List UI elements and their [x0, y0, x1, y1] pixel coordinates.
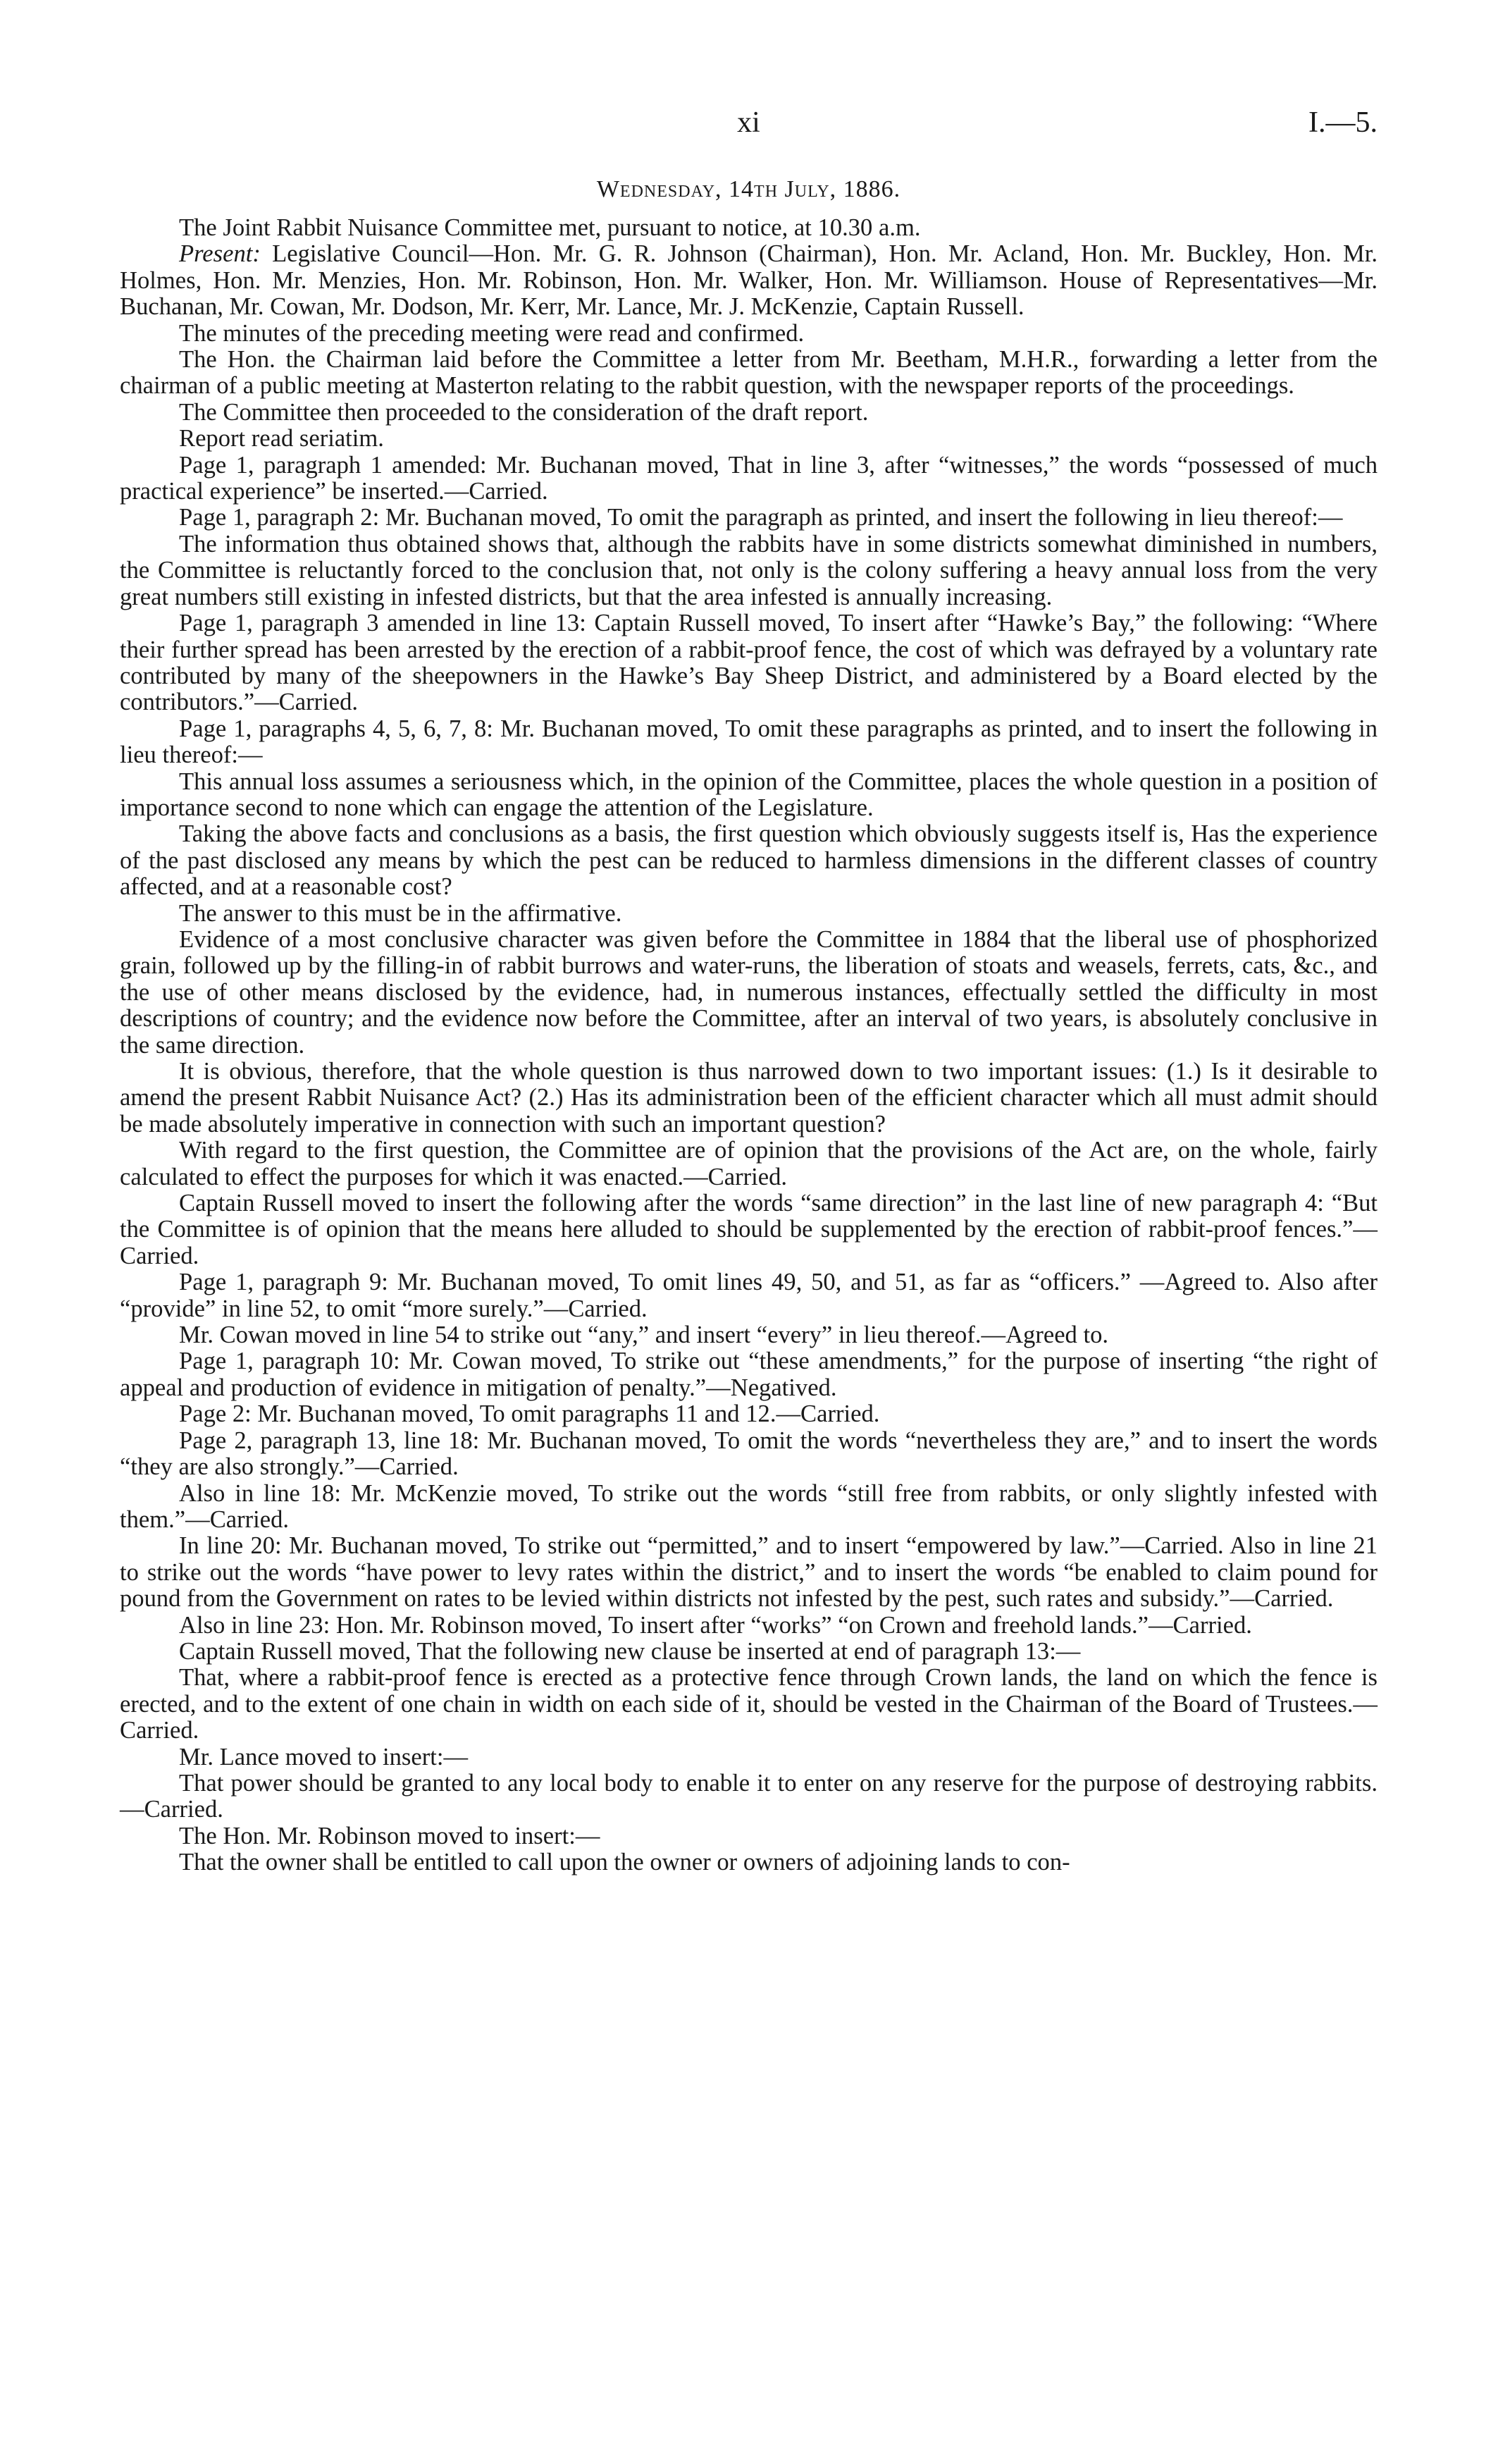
- paragraph: This annual loss assumes a seriousness which, in the opinion of the Committee, places the whole question in a position of importance second to none which can engage the attention of the Legislature.: [120, 768, 1378, 821]
- paragraph: Also in line 23: Hon. Mr. Robinson moved, To insert after “works” “on Crown and freehold lands.”—Carried.: [179, 1611, 1252, 1639]
- paragraph: The minutes of the preceding meeting were read and confirmed.: [179, 319, 805, 347]
- paragraph: The Hon. Mr. Robinson moved to insert:—: [179, 1822, 600, 1849]
- page-header: [120, 106, 1378, 148]
- paragraph: Page 1, paragraph 2: Mr. Buchanan moved, To omit the paragraph as printed, and insert the following in lieu thereof:—: [179, 504, 1343, 531]
- paragraph: The Joint Rabbit Nuisance Committee met, pursuant to notice, at 10.30 a.m.: [179, 214, 921, 241]
- meeting-date-heading: Wednesday, 14th July, 1886.: [596, 176, 901, 202]
- paragraph: Page 1, paragraph 10: Mr. Cowan moved, To strike out “these amendments,” for the purpose of inserting “the right of appeal and production of evidence in mitigation of penalty.”—Negatived.: [120, 1348, 1378, 1401]
- paragraph: Page 1, paragraphs 4, 5, 6, 7, 8: Mr. Buchanan moved, To omit these paragraphs as printed, and to insert the following in lieu thereof:—: [120, 715, 1378, 769]
- paragraph: Mr. Cowan moved in line 54 to strike out “any,” and insert “every” in lieu thereof.—Agreed to.: [179, 1322, 1109, 1349]
- paragraph: It is obvious, therefore, that the whole question is thus narrowed down to two important issues: (1.) Is it desirable to amend the present Rabbit Nuisance Act? (2.) Has its administration been of the efficient character which all must admit should be made absolutely imperative in connection with such an important question?: [120, 1058, 1378, 1138]
- paragraph: The Hon. the Chairman laid before the Committee a letter from Mr. Beetham, M.H.R., forwarding a letter from the chairman of a public meeting at Masterton relating to the rabbit question, with the newspaper reports of the proceedings.: [120, 346, 1378, 400]
- paragraph: Taking the above facts and conclusions as a basis, the first question which obviously suggests itself is, Has the experience of the past disclosed any means by which the pest can be reduced to harmless dimensions in the different classes of country affected, and at a reasonable cost?: [120, 820, 1378, 901]
- paragraph: That, where a rabbit-proof fence is erected as a protective fence through Crown lands, the land on which the fence is erected, and to the extent of one chain in width on each side of it, should be vested in the Chairman of the Board of Trustees.—Carried.: [120, 1664, 1378, 1744]
- paragraph: That power should be granted to any local body to enable it to enter on any reserve for the purpose of destroying rabbits.—Carried.: [120, 1769, 1378, 1823]
- page-number: xi: [737, 106, 760, 139]
- present-label: Present:: [179, 240, 261, 268]
- paragraph: The answer to this must be in the affirmative.: [179, 899, 622, 927]
- paragraph: That the owner shall be entitled to call upon the owner or owners of adjoining lands to con-: [179, 1849, 1070, 1876]
- paragraph: Captain Russell moved to insert the following after the words “same direction” in the last line of new paragraph 4: “But the Committee is of opinion that the means here alluded to should be supplemented by the erection of rabbit-proof fences.”—Carried.: [120, 1190, 1378, 1269]
- document-reference: I.—5.: [1308, 106, 1378, 139]
- paragraph: Report read seriatim.: [179, 425, 384, 452]
- paragraph: The information thus obtained shows that, although the rabbits have in some districts somewhat diminished in numbers, the Committee is reluctantly forced to the conclusion that, not only is the colony suffering a heavy annual loss from the very great numbers still existing in infested districts, but that the area infested is annually increasing.: [120, 530, 1378, 610]
- attendance-paragraph: [120, 241, 1378, 320]
- minutes-body: [120, 215, 1378, 1876]
- attendance-text: Legislative Council—Hon. Mr. G. R. Johnson (Chairman), Hon. Mr. Acland, Hon. Mr. Buckley, Hon. Mr. Holmes, Hon. Mr. Menzies, Hon. Mr. Robinson, Hon. Mr. Walker, Hon. Mr. Williamson. House of Representatives—Mr. Buchanan, Mr. Cowan, Mr. Dodson, Mr. Kerr, Mr. Lance, Mr. J. McKenzie, Captain Russell.: [120, 240, 1378, 321]
- paragraph: Page 2: Mr. Buchanan moved, To omit paragraphs 11 and 12.—Carried.: [179, 1400, 880, 1428]
- paragraph: The Committee then proceeded to the consideration of the draft report.: [179, 398, 869, 426]
- paragraph: With regard to the first question, the Committee are of opinion that the provisions of the Act are, on the whole, fairly calculated to effect the purposes for which it was enacted.—Carried.: [120, 1137, 1378, 1190]
- paragraph: In line 20: Mr. Buchanan moved, To strike out “permitted,” and to insert “empowered by law.”—Carried. Also in line 21 to strike out the words “have power to levy rates within the district,” and to insert the words “be enabled to claim pound for pound from the Government on rates to be levied within districts not infested by the pest, such rates and subsidy.”—Carried.: [120, 1532, 1378, 1613]
- paragraph: Page 1, paragraph 1 amended: Mr. Buchanan moved, That in line 3, after “witnesses,” the words “possessed of much practical experience” be inserted.—Carried.: [120, 451, 1378, 505]
- paragraph: Also in line 18: Mr. McKenzie moved, To strike out the words “still free from rabbits, or only slightly infested with them.”—Carried.: [120, 1479, 1378, 1533]
- paragraph: Captain Russell moved, That the following new clause be inserted at end of paragraph 13:—: [179, 1637, 1081, 1665]
- paragraph: Page 1, paragraph 3 amended in line 13: Captain Russell moved, To insert after “Hawke’s Bay,” the following: “Where their further spread has been arrested by the erection of a rabbit-proof fence, the cost of which was defrayed by a voluntary rate contributed by many of the sheepowners in the Hawke’s Bay Sheep District, and administered by a Board elected by the contributors.”—Carried.: [120, 610, 1378, 716]
- paragraph: Mr. Lance moved to insert:—: [179, 1743, 469, 1770]
- paragraph: Page 2, paragraph 13, line 18: Mr. Buchanan moved, To omit the words “nevertheless they are,” and to insert the words “they are also strongly.”—Carried.: [120, 1427, 1378, 1481]
- paragraph: Page 1, paragraph 9: Mr. Buchanan moved, To omit lines 49, 50, and 51, as far as “officers.” —Agreed to. Also after “provide” in line 52, to omit “more surely.”—Carried.: [120, 1269, 1378, 1322]
- paragraph: Evidence of a most conclusive character was given before the Committee in 1884 that the liberal use of phosphorized grain, followed up by the filling-in of rabbit burrows and water-runs, the liberation of stoats and weasels, ferrets, cats, &c., and the use of other means disclosed by the evidence, had, in numerous instances, effectually settled the difficulty in most descriptions of country; and the evidence now before the Committee, after an interval of two years, is absolutely conclusive in the same direction.: [120, 925, 1378, 1059]
